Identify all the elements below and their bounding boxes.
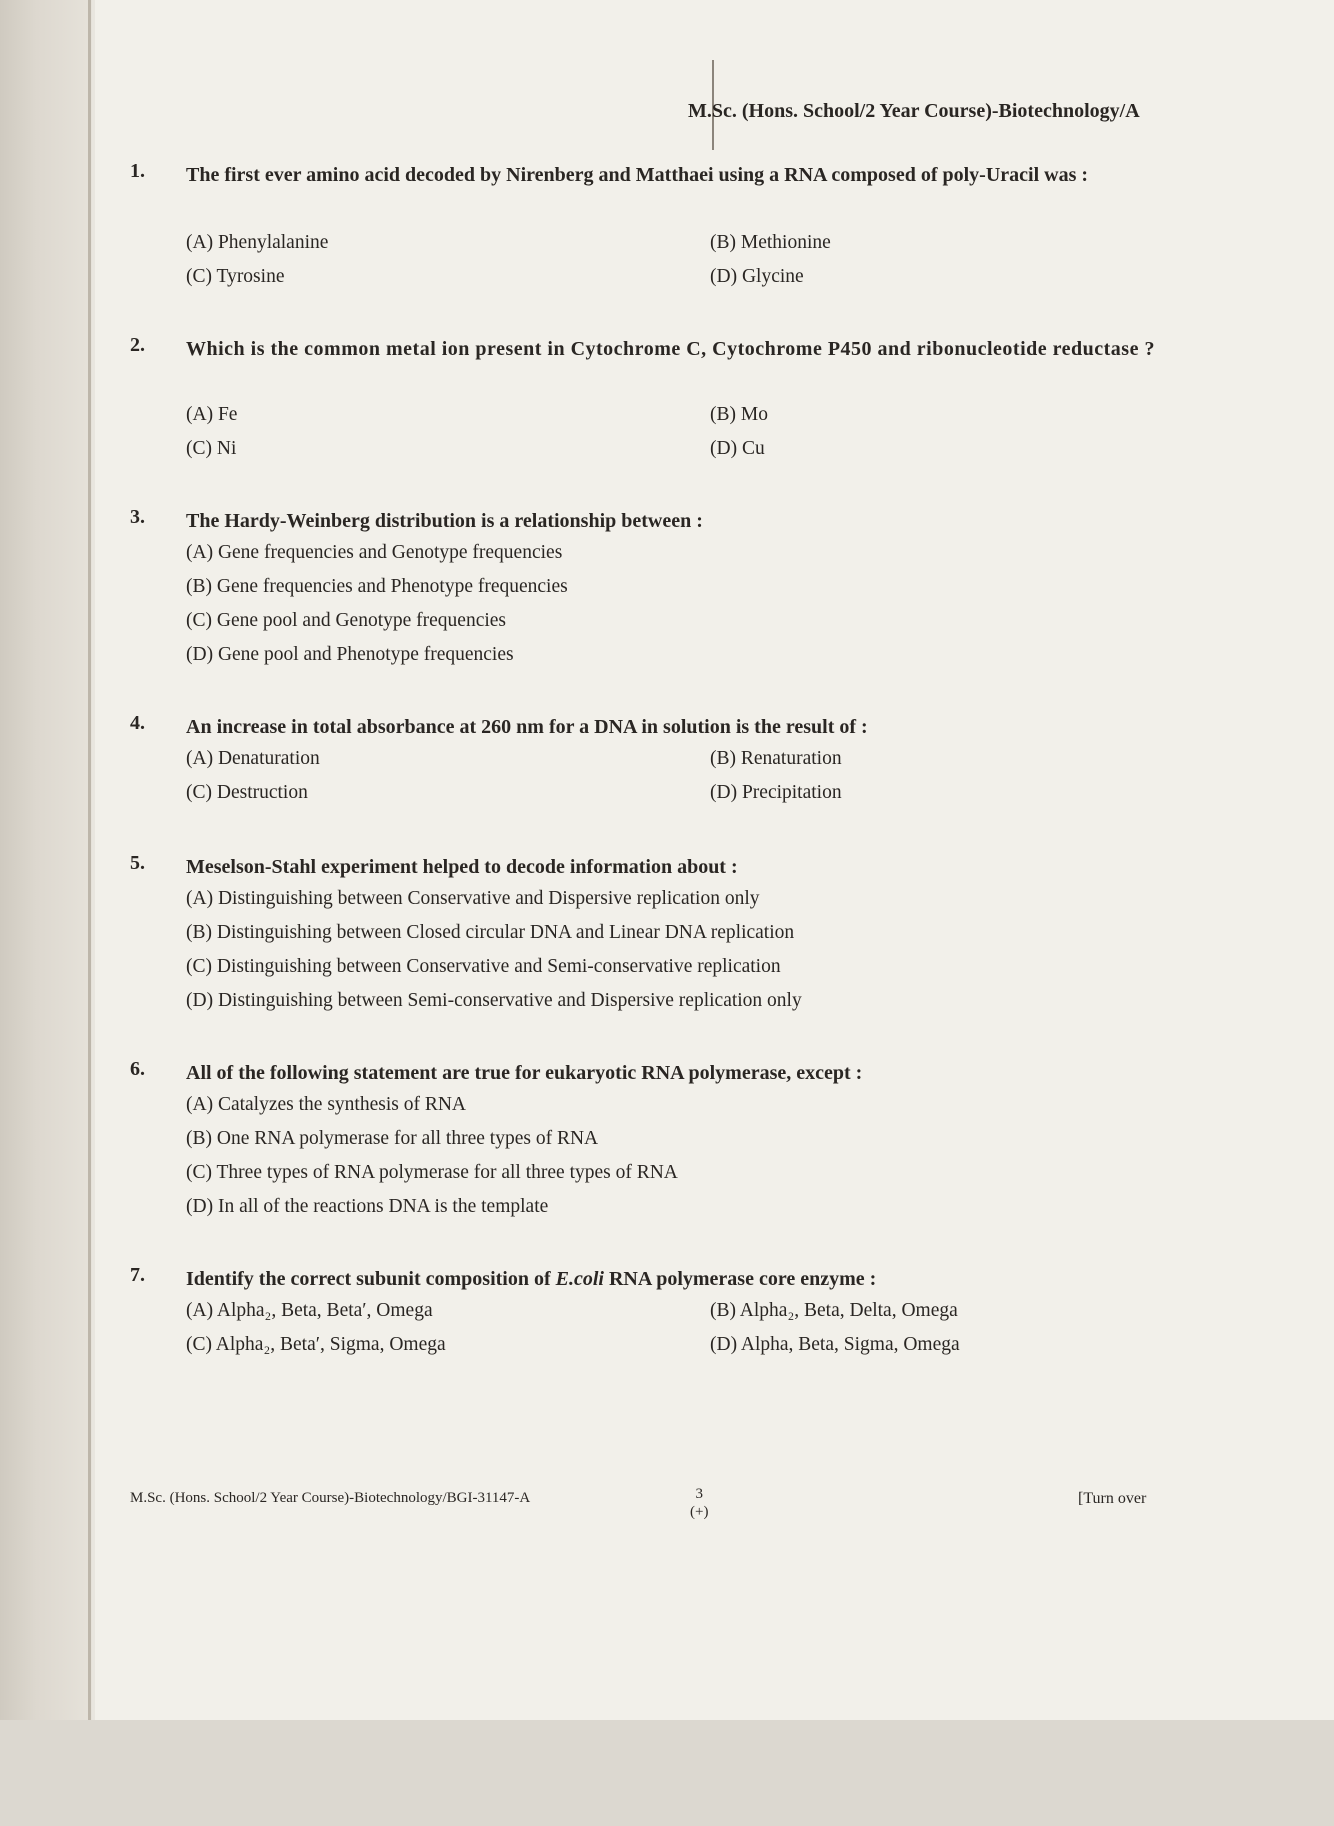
- option-c: (C) Three types of RNA polymerase for all three types of RNA: [186, 1162, 678, 1183]
- options: [186, 1088, 678, 1224]
- question-number: 6.: [130, 1058, 145, 1080]
- options: [186, 226, 1210, 294]
- options: [186, 882, 802, 1018]
- options: [186, 1294, 1210, 1362]
- option-d: (D) Cu: [710, 438, 765, 459]
- option-b: (B) Renaturation: [710, 748, 842, 769]
- option-d: (D) Distinguishing between Semi-conservative and Dispersive replication only: [186, 990, 802, 1011]
- question-stem: The first ever amino acid decoded by Nirenberg and Matthaei using a RNA composed of poly-Uracil was :: [186, 164, 1089, 186]
- stem-text: Identify the correct subunit composition of: [186, 1268, 556, 1290]
- question-number: 2.: [130, 334, 145, 356]
- question-number: 4.: [130, 712, 145, 734]
- option-a: (A) Catalyzes the synthesis of RNA: [186, 1094, 466, 1115]
- option-a: (A) Denaturation: [186, 748, 320, 769]
- question-stem: Which is the common metal ion present in Cytochrome C, Cytochrome P450 and ribonucleotide reductase ?: [186, 338, 1155, 360]
- option-c: (C) Alpha₂, Beta′, Sigma, Omega: [186, 1334, 446, 1355]
- option-b: (B) One RNA polymerase for all three types of RNA: [186, 1128, 599, 1149]
- question-stem: All of the following statement are true for eukaryotic RNA polymerase, except :: [186, 1062, 863, 1084]
- scanned-binding-edge: [0, 0, 92, 1826]
- page-sub-mark: (+): [690, 1504, 709, 1520]
- option-a: (A) Phenylalanine: [186, 232, 329, 253]
- question-stem: The Hardy-Weinberg distribution is a relationship between :: [186, 510, 703, 532]
- option-c: (C) Tyrosine: [186, 266, 285, 287]
- option-d: (D) In all of the reactions DNA is the template: [186, 1196, 549, 1217]
- option-a: (A) Gene frequencies and Genotype frequencies: [186, 542, 563, 563]
- option-c: (C) Gene pool and Genotype frequencies: [186, 610, 507, 631]
- option-a: (A) Distinguishing between Conservative and Dispersive replication only: [186, 888, 760, 909]
- option-c: (C) Destruction: [186, 782, 308, 803]
- stem-italic-organism: E.coli: [555, 1268, 604, 1290]
- footer-paper-code: M.Sc. (Hons. School/2 Year Course)-Biotechnology/BGI-31147-A: [130, 1490, 531, 1506]
- option-d: (D) Precipitation: [710, 782, 842, 803]
- option-d: (D) Alpha, Beta, Sigma, Omega: [710, 1334, 960, 1355]
- option-a: (A) Alpha₂, Beta, Beta′, Omega: [186, 1300, 433, 1321]
- question-stem: Meselson-Stahl experiment helped to decode information about :: [186, 856, 738, 878]
- question-stem: An increase in total absorbance at 260 nm for a DNA in solution is the result of :: [186, 716, 868, 738]
- option-d: (D) Gene pool and Phenotype frequencies: [186, 644, 514, 665]
- option-b: (B) Alpha₂, Beta, Delta, Omega: [710, 1300, 958, 1321]
- option-b: (B) Distinguishing between Closed circular DNA and Linear DNA replication: [186, 922, 795, 943]
- options: [186, 742, 1210, 810]
- question-number: 1.: [130, 160, 145, 182]
- option-c: (C) Distinguishing between Conservative and Semi-conservative replication: [186, 956, 781, 977]
- footer-page-number: [690, 1485, 708, 1521]
- page-number: 3: [695, 1486, 703, 1502]
- option-d: (D) Glycine: [710, 266, 804, 287]
- option-a: (A) Fe: [186, 404, 238, 425]
- options: [186, 536, 568, 672]
- question-stem: [186, 1264, 1226, 1295]
- option-b: (B) Methionine: [710, 232, 831, 253]
- option-b: (B) Gene frequencies and Phenotype frequencies: [186, 576, 568, 597]
- scan-bottom-margin: [0, 1720, 1334, 1826]
- question-number: 3.: [130, 506, 145, 528]
- options: [186, 398, 1210, 466]
- stem-text-end: RNA polymerase core enzyme :: [603, 1268, 877, 1290]
- question-number: 7.: [130, 1264, 145, 1286]
- option-b: (B) Mo: [710, 404, 768, 425]
- paper-header: M.Sc. (Hons. School/2 Year Course)-Biotechnology/A: [688, 100, 1140, 122]
- turn-over-note: [Turn over: [1078, 1490, 1147, 1507]
- question-number: 5.: [130, 852, 145, 874]
- option-c: (C) Ni: [186, 438, 237, 459]
